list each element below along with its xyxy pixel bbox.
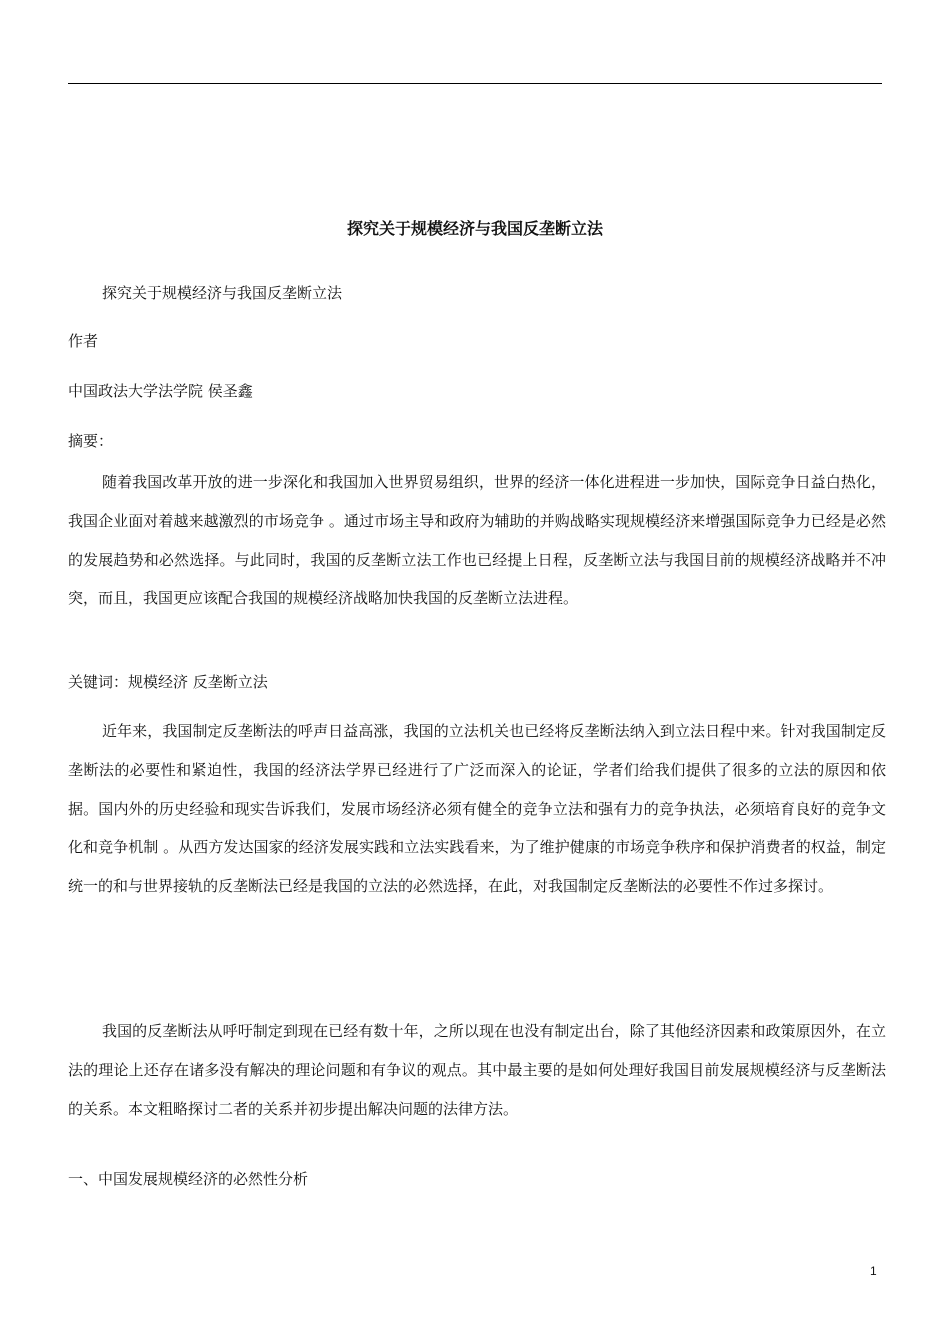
author-affiliation: 中国政法大学法学院 侯圣鑫 — [68, 382, 253, 400]
body-paragraph: 近年来，我国制定反垄断法的呼声日益高涨，我国的立法机关也已经将反垄断法纳入到立法日程中来。针对我国制定反垄断法的必要性和紧迫性，我国的经济法学界已经进行了广泛而深入的论证，学者们给我们提供了很多的立法的原因和依据。国内外的历史经验和现实告诉我们，发展市场经济必须有健全的竞争立法和强有力的竞争执法，必须培育良好的竞争文化和竞争机制 。从西方发达国家的经济发展实践和立法实践看来，为了维护健康的市场竞争秩序和保护消费者的权益，制定统一的和与世界接轨的反垄断法已经是我国的立法的必然选择，在此，对我国制定反垄断法的必要性不作过多探讨。 — [68, 722, 886, 896]
keywords: 关键词：规模经济 反垄断立法 — [68, 673, 268, 691]
page-number: 1 — [870, 1264, 877, 1278]
abstract-label: 摘要： — [68, 432, 114, 450]
document-title: 探究关于规模经济与我国反垄断立法 — [346, 219, 603, 238]
abstract-text: 随着我国改革开放的进一步深化和我国加入世界贸易组织，世界的经济一体化进程进一步加快，国际竞争日益白热化，我国企业面对着越来越激烈的市场竞争 。通过市场主导和政府为辅助的并购战略实现规模经济来增强国际竞争力已经是必然的发展趋势和必然选择。与此同时，我国的反垄断立法工作也已经提上日程，反垄断立法与我国目前的规模经济战略并不冲突，而且，我国更应该配合我国的规模经济战略加快我国的反垄断立法进程。 — [68, 473, 886, 608]
body-paragraph: 我国的反垄断法从呼吁制定到现在已经有数十年，之所以现在也没有制定出台，除了其他经济因素和政策原因外，在立法的理论上还存在诸多没有解决的理论问题和有争议的观点。其中最主要的是如何处理好我国目前发展规模经济与反垄断法的关系。本文粗略探讨二者的关系并初步提出解决问题的法律方法。 — [68, 1022, 886, 1118]
section-heading: 一、中国发展规模经济的必然性分析 — [68, 1170, 309, 1188]
author-label: 作者 — [68, 332, 99, 350]
header-rule — [68, 83, 882, 84]
document-subtitle: 探究关于规模经济与我国反垄断立法 — [102, 284, 343, 302]
